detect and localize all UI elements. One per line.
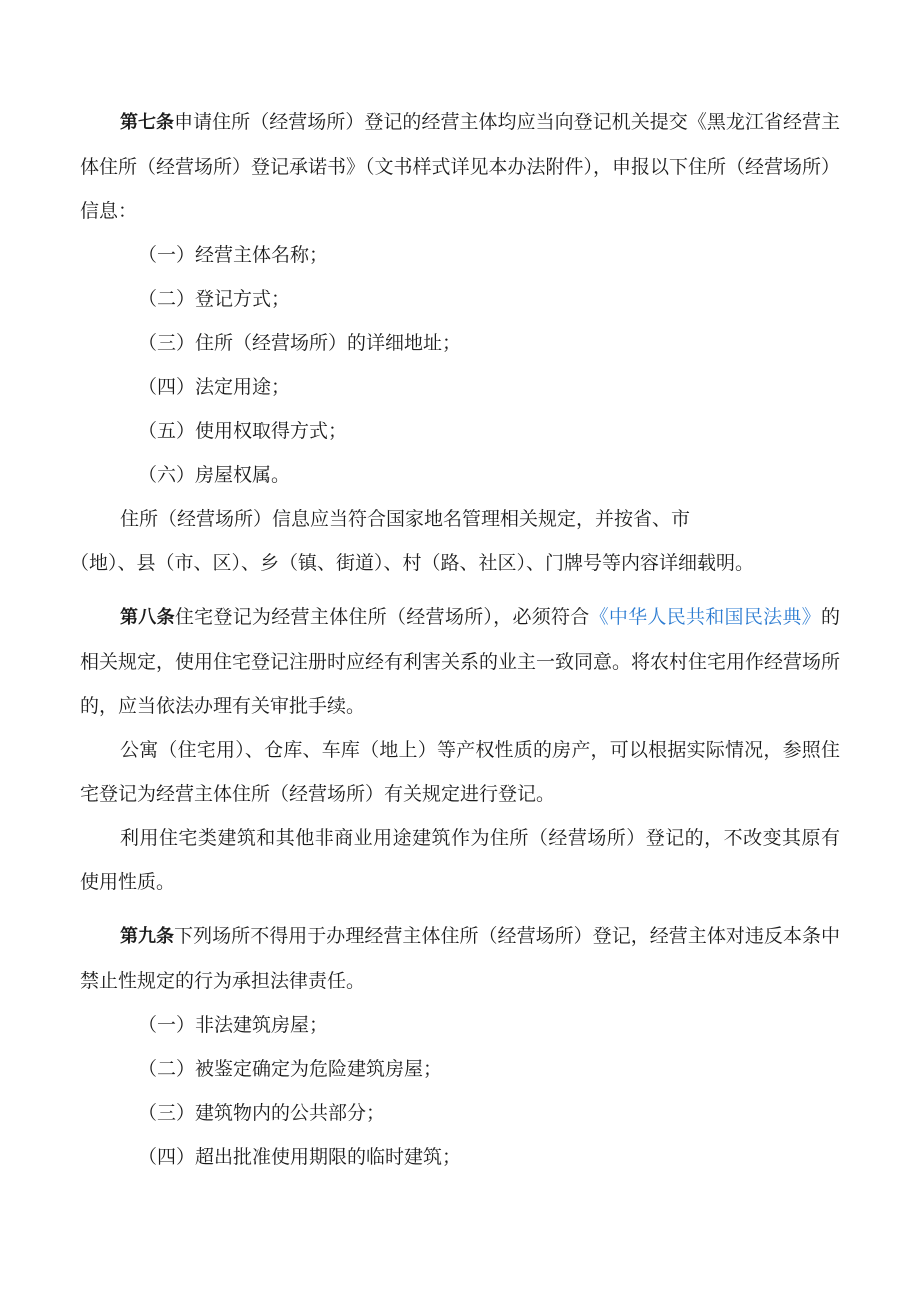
article-9-title: 第九条 — [120, 926, 175, 947]
article-8-paragraph-2: 公寓（住宅用）、仓库、车库（地上）等产权性质的房产，可以根据实际情况，参照住宅登记为经营主体住所（经营场所）有关规定进行登记。 — [80, 739, 840, 805]
article-9-item: （一）非法建筑房屋； — [138, 1014, 329, 1036]
article-7-item: （六）房屋权属。 — [138, 464, 291, 486]
article-8-paragraph-1 — [80, 595, 840, 728]
article-7-item: （三）住所（经营场所）的详细地址； — [138, 332, 462, 354]
article-9-intro-text: 下列场所不得用于办理经营主体住所（经营场所）登记，经营主体对违反本条中禁止性规定的行为承担法律责任。 — [80, 925, 841, 992]
article-7-item: （五）使用权取得方式； — [138, 420, 348, 442]
article-9-item: （三）建筑物内的公共部分； — [138, 1102, 386, 1124]
article-9-item: （四）超出批准使用期限的临时建筑； — [138, 1146, 462, 1168]
civil-code-link[interactable]: 《中华人民共和国民法典》 — [589, 606, 821, 628]
document-page — [70, 100, 841, 1179]
article-7-item: （一）经营主体名称； — [138, 244, 329, 266]
article-9-item: （二）被鉴定确定为危险建筑房屋； — [138, 1058, 443, 1080]
article-8-text-after-link: 的相关规定，使用住宅登记注册时应经有利害关系的业主一致同意。将农村住宅用作经营场所的，应当依法办理有关审批手续。 — [80, 606, 841, 717]
article-8 — [80, 595, 840, 904]
article-7-intro-text: 申请住所（经营场所）登记的经营主体均应当向登记机关提交《黑龙江省经营主体住所（经营场所）登记承诺书》（文书样式详见本办法附件），申报以下住所（经营场所）信息： — [80, 111, 841, 222]
article-7-address-line-1: 住所（经营场所）信息应当符合国家地名管理相关规定，并按省、市 — [120, 508, 691, 530]
article-7-item: （四）法定用途； — [138, 376, 291, 398]
article-7-title: 第七条 — [120, 112, 175, 133]
article-8-paragraph-3: 利用住宅类建筑和其他非商业用途建筑作为住所（经营场所）登记的，不改变其原有使用性质。 — [80, 827, 840, 893]
article-7-address-line-2: （地）、县（市、区）、乡（镇、街道）、村（路、社区）、门牌号等内容详细载明。 — [70, 552, 755, 574]
article-7-intro-paragraph — [80, 100, 840, 233]
article-8-text-before-link: 住宅登记为经营主体住所（经营场所），必须符合 — [174, 606, 590, 628]
article-9-intro-paragraph — [80, 914, 840, 1003]
article-8-title: 第八条 — [120, 607, 175, 628]
article-7-item: （二）登记方式； — [138, 288, 291, 310]
article-7 — [70, 100, 841, 585]
article-9 — [80, 914, 840, 1179]
